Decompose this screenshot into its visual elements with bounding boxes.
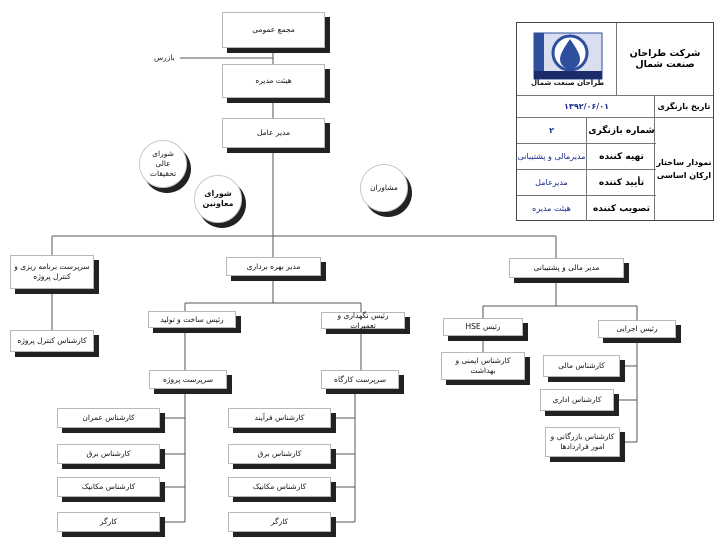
process-expert-box (228, 408, 331, 428)
workshop-supervisor-label: سرپرست کارگاه (334, 374, 386, 384)
project-supervisor-label: سرپرست پروژه (162, 374, 214, 384)
revision-label: شماره بازنگری (588, 125, 655, 136)
planning-supervisor-box (10, 255, 94, 289)
project-control-expert-label: کارشناس کنترل پروژه (17, 336, 87, 345)
worker-label-2: کارگر (270, 517, 289, 526)
civil-expert-box (57, 408, 160, 428)
mechanical-expert-label-1: کارشناس مکانیک (81, 482, 136, 491)
prepared-label: تهیه کننده (599, 151, 644, 162)
ratified-row (517, 196, 656, 221)
workshop-supervisor-box (321, 370, 399, 389)
operations-manager-box (226, 257, 321, 276)
board-box (222, 64, 325, 98)
logo-text: طراحان صنعت شمال (530, 79, 605, 87)
deputies-council-circle (194, 175, 242, 223)
mechanical-expert-box-2 (228, 477, 331, 497)
general-assembly-box (222, 12, 325, 48)
mechanical-expert-box-1 (57, 477, 160, 497)
electrical-expert-label-1: کارشناس برق (86, 449, 131, 458)
ceo-label: مدیر عامل (256, 128, 291, 137)
deputies-council-label: شورای معاونین (202, 189, 234, 208)
review-date-label: تاریخ بازنگری (657, 102, 711, 111)
maintenance-head-box (321, 312, 405, 329)
board-label: هیئت مدیره (255, 76, 292, 85)
ceo-box (222, 118, 325, 148)
mechanical-expert-label-2: کارشناس مکانیک (252, 482, 307, 491)
company-header-row (517, 23, 713, 96)
research-council-circle (139, 140, 187, 188)
company-logo-icon (532, 31, 604, 81)
ratified-label: تصویب کننده (592, 203, 651, 214)
commercial-expert-label: کارشناس بازرگانی و امور قراردادها (550, 432, 615, 451)
admin-expert-label: کارشناس اداری (552, 395, 602, 404)
project-supervisor-box (149, 370, 227, 389)
advisors-label: مشاوران (370, 183, 398, 192)
hse-head-label: رئیس HSE (465, 322, 501, 331)
civil-expert-label: کارشناس عمران (82, 413, 135, 422)
general-assembly-label: مجمع عمومی (252, 25, 295, 34)
electrical-expert-label-2: کارشناس برق (257, 449, 302, 458)
executive-head-label: رئیس اجرایی (616, 324, 658, 333)
operations-manager-label: مدیر بهره برداری (246, 261, 301, 271)
revision-value: ۲ (549, 126, 554, 135)
approved-row (517, 170, 656, 196)
document-info-table (516, 22, 714, 221)
approval-section (517, 118, 713, 220)
finance-manager-label: مدیر مالی و پشتیبانی (533, 263, 600, 272)
inspector-label: بازرس (154, 53, 175, 62)
project-control-expert-box (10, 330, 94, 352)
electrical-expert-box-2 (228, 444, 331, 464)
finance-expert-box (543, 355, 620, 377)
revision-row (517, 118, 656, 144)
construction-head-label: رئیس ساخت و تولید (160, 314, 224, 324)
advisors-circle (360, 164, 408, 212)
safety-expert-label: کارشناس ایمنی و بهداشت (455, 356, 511, 375)
review-date-row (517, 96, 713, 118)
doc-title: نمودار ساختار ارکان اساسی (656, 158, 712, 180)
construction-head-box (148, 311, 236, 328)
finance-expert-label: کارشناس مالی (558, 361, 605, 370)
company-name-cell (617, 23, 713, 95)
review-date-value: ۱۳۹۲/۰۶/۰۱ (564, 102, 609, 111)
worker-box-2 (228, 512, 331, 532)
prepared-row (517, 144, 656, 170)
worker-box-1 (57, 512, 160, 532)
approved-label: تأیید کننده (598, 177, 645, 188)
worker-label-1: کارگر (99, 517, 118, 526)
maintenance-head-label: رئیس نگهداری و تعمیرات (337, 310, 389, 330)
electrical-expert-box-1 (57, 444, 160, 464)
ratified-value: هیئت مدیره (532, 204, 571, 213)
commercial-expert-box (545, 427, 620, 457)
hse-head-box (443, 318, 523, 336)
planning-supervisor-label: سرپرست برنامه ریزی و کنترل پروژه (14, 262, 90, 281)
logo-cell (517, 23, 618, 95)
admin-expert-box (540, 389, 614, 411)
executive-head-box (598, 320, 676, 338)
finance-manager-box (509, 258, 624, 278)
company-name: شرکت طراحان صنعت شمال (629, 48, 701, 70)
prepared-value: مدیرمالی و پشتیبانی (517, 152, 586, 161)
research-council-label: شورای عالی تحقیقات (149, 149, 177, 178)
safety-expert-box (441, 352, 525, 380)
process-expert-label: کارشناس فرآیند (254, 413, 305, 422)
approved-value: مدیرعامل (535, 178, 568, 187)
